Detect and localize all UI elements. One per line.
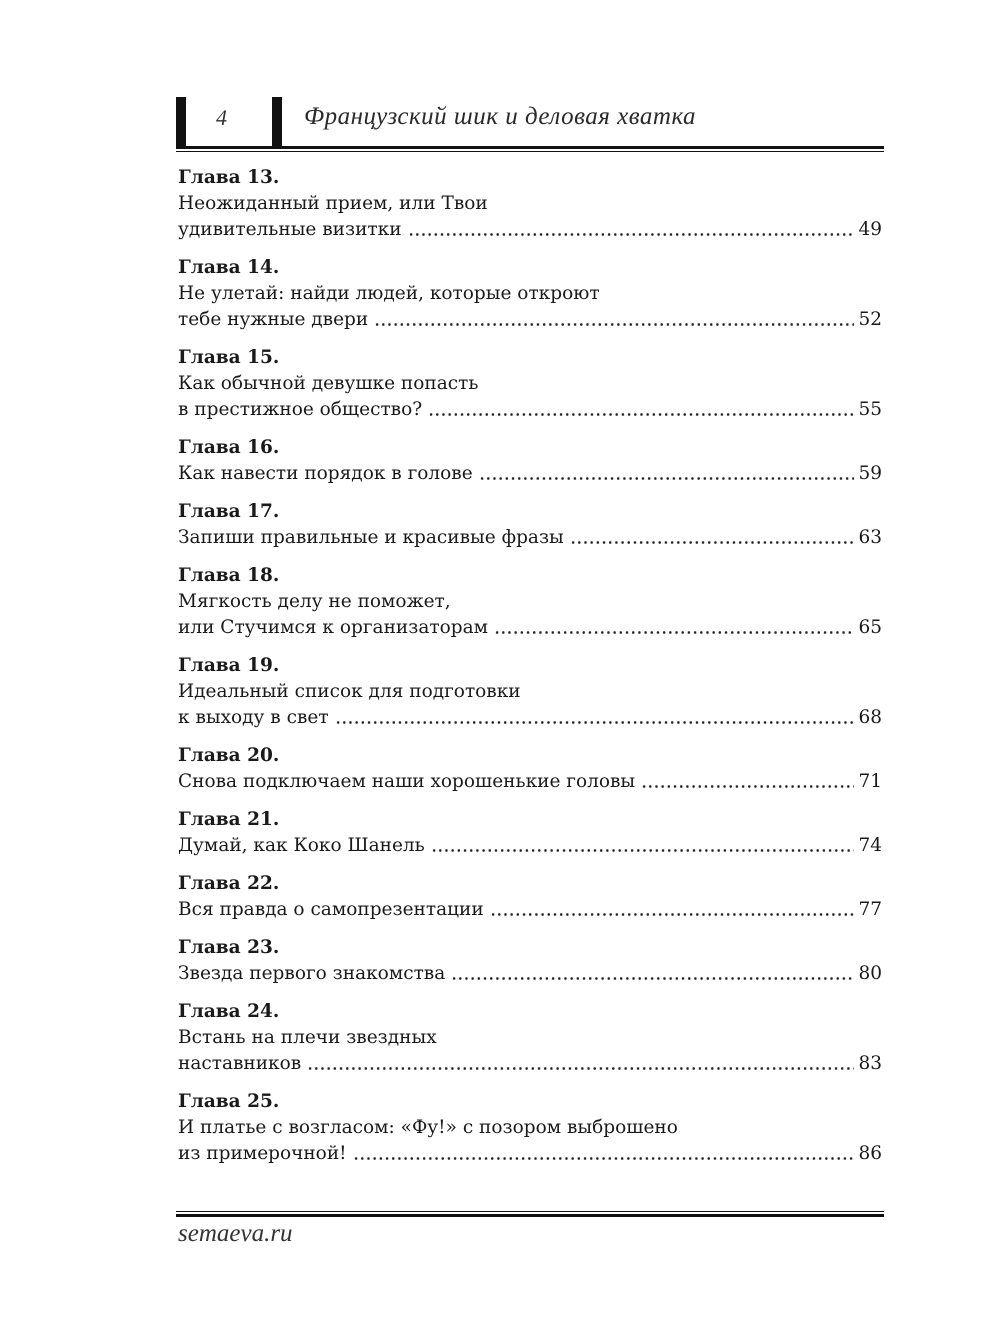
chapter-title-text: Снова подключаем наши хорошенькие головы [178,771,636,792]
chapter-label: Глава 17. [178,501,280,522]
page-reference: 55 [858,399,882,420]
chapter-label: Глава 20. [178,745,280,766]
page-reference: 52 [858,309,882,330]
page-reference: 83 [858,1053,882,1074]
chapter-title-last-line [178,525,882,551]
chapter-title-text: Как навести порядок в голове [178,463,473,484]
toc-entry [178,435,882,487]
toc-entry [178,255,882,333]
dot-leader [494,631,854,634]
page-reference: 77 [858,899,882,920]
chapter-label: Глава 16. [178,437,280,458]
chapter-title-last-line [178,307,882,333]
footer-rule-thick [176,1214,884,1217]
chapter-title-last-line [178,705,882,731]
header-rule-thick [176,146,884,149]
chapter-title-text: к выходу в свет [178,707,329,728]
toc-entry [178,653,882,731]
header-bar-left [176,97,186,147]
chapter-title-text: Запиши правильные и красивые фразы [178,527,564,548]
dot-leader [307,1067,854,1070]
page-reference: 80 [858,963,882,984]
page-reference: 63 [858,527,882,548]
toc-entry [178,499,882,551]
chapter-label: Глава 15. [178,347,280,368]
chapter-title-text: удивительные визитки [178,219,402,240]
chapter-title-text: Вся правда о самопрезентации [178,899,484,920]
chapter-title-last-line [178,397,882,423]
chapter-label: Глава 13. [178,167,280,188]
toc-entry [178,999,882,1077]
chapter-title-last-line [178,1051,882,1077]
toc-entry [178,935,882,987]
chapter-label: Глава 22. [178,873,280,894]
page-reference: 65 [858,617,882,638]
header-rule-thin [176,151,884,152]
chapter-label: Глава 24. [178,1001,280,1022]
dot-leader [570,541,855,544]
chapter-title-line: И платье с возгласом: «Фу!» с позором выброшено [178,1117,678,1138]
chapter-title-line: Как обычной девушке попасть [178,373,479,394]
chapter-title-text: тебе нужные двери [178,309,369,330]
footer-rule-thin [176,1211,884,1212]
chapter-title-line: Встань на плечи звездных [178,1027,437,1048]
chapter-title-text: Думай, как Коко Шанель [178,835,425,856]
running-header [176,97,884,151]
chapter-label: Глава 19. [178,655,280,676]
dot-leader [641,785,854,788]
chapter-title-text: наставников [178,1053,302,1074]
chapter-label: Глава 18. [178,565,280,586]
chapter-title-line: Мягкость делу не поможет, [178,591,451,612]
chapter-label: Глава 21. [178,809,280,830]
chapter-title-last-line [178,769,882,795]
chapter-title-last-line [178,1141,882,1167]
chapter-title-line: Не улетай: найди людей, которые откроют [178,283,600,304]
page-reference: 74 [858,835,882,856]
dot-leader [335,721,855,724]
toc-entry [178,807,882,859]
chapter-title-last-line [178,897,882,923]
toc-entry [178,871,882,923]
dot-leader [374,323,854,326]
chapter-title-line: Идеальный список для подготовки [178,681,521,702]
table-of-contents [178,165,882,1179]
dot-leader [428,413,854,416]
chapter-title-last-line [178,217,882,243]
chapter-title-text: Звезда первого знакомства [178,963,446,984]
chapter-title-text: в престижное общество? [178,399,423,420]
chapter-label: Глава 23. [178,937,280,958]
dot-leader [353,1157,855,1160]
page-reference: 71 [858,771,882,792]
header-bar-middle [272,97,282,147]
dot-leader [431,849,855,852]
running-title: Французский шик и деловая хватка [304,103,697,130]
dot-leader [479,477,855,480]
chapter-title-line: Неожиданный прием, или Твои [178,193,488,214]
page-reference: 59 [858,463,882,484]
chapter-title-last-line [178,461,882,487]
chapter-title-last-line [178,833,882,859]
chapter-label: Глава 25. [178,1091,280,1112]
page-reference: 68 [858,707,882,728]
chapter-title-last-line [178,615,882,641]
site-url: semaeva.ru [178,1220,293,1247]
toc-entry [178,563,882,641]
page-reference: 49 [858,219,882,240]
chapter-title-text: из примерочной! [178,1143,347,1164]
chapter-title-text: или Стучимся к организаторам [178,617,488,638]
page-number: 4 [216,105,227,130]
toc-entry [178,743,882,795]
dot-leader [490,913,855,916]
chapter-title-last-line [178,961,882,987]
toc-entry [178,1089,882,1167]
toc-entry [178,165,882,243]
dot-leader [451,977,854,980]
chapter-label: Глава 14. [178,257,280,278]
toc-entry [178,345,882,423]
page-reference: 86 [858,1143,882,1164]
dot-leader [408,233,855,236]
